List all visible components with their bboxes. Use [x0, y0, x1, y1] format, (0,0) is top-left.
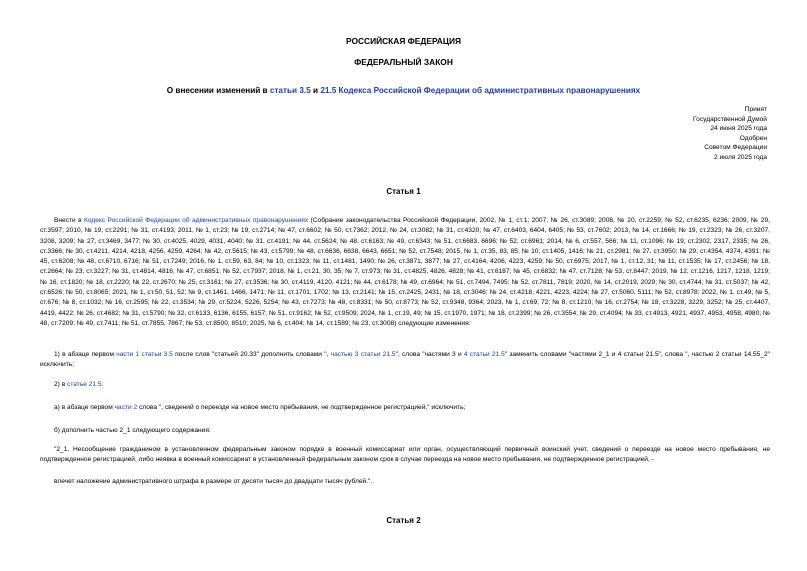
article-2-heading: Статья 2: [386, 516, 421, 525]
item-1-text-3: ", слова "частями 3 и: [395, 351, 464, 358]
item-1: [40, 350, 770, 371]
article-1-intro: [40, 216, 770, 329]
intro-prefix: Внести в: [54, 217, 84, 224]
intro-citations: (Собрание законодательства Российской Федерации, 2002, № 1, ст.1; 2007, № 26, ст.3089; 2008, № 20, ст.2259; № 52, ст.6235, 6236; 2009, № 29, ст.3597; 2010, № 19, ст.2291; № 31, ст.4193; 2011, № 1, ст.23; № 19, ст.2714; № 47, ст.6602; № 50, ст.7362; 2012, № 24, ст.3082; № 31, ст.4320; № 47, ст.6403, 6404, 6405; № 53, ст.7602; 2013, № 14, ст.1666; № 19, ст.2323; № 26, ст.3207, 3208, 3209; № 27, ст.3469, 3477; № 30, ст.4025, 4029, 4031, 4040; № 31, ст.4191; № 44, ст.5624; № 48, ст.6163; № 49, ст.6343; № 51, ст.6683, 6696; № 52, ст.6961; 2014, № 6, ст.557, 566; № 11, ст.1096; № 19, ст.2302, 2317, 2335; № 26, ст.3366; № 30, ст.4211, 4214, 4218, 4256, 4259, 4264; № 42, ст.5615; № 43, ст.5799; № 48, ст.6636, 6638, 6643, 6651; № 52, ст.7548; 2015, № 1, ст.35, 83, 85; № 10, ст.1405, 1416; № 21, ст.2981; № 27, ст.3950; № 29, ст.4354, 4374, 4391; № 45, ст.6208; № 48, ст.6710, 6716; № 51, ст.7249; 2016, № 1, ст.59, 63, 84; № 10, ст.1323; № 11, ст.1481, 1490; № 26, ст.3871, 3877; № 27, ст.4164, 4206, 4223, 4259; № 50, ст.6975; 2017, № 1, ст.12, 31; № 11, ст.1535; № 17, ст.2456; № 18, ст.2664; № 23, ст.3227; № 31, ст.4814, 4816; № 47, ст.6851; № 52, ст.7937; 2018, № 1, ст.21, 30, 35; № 7, ст.973; № 31, ст.4825, 4826, 4828; № 41, ст.6187; № 45, ст.6832; № 47, ст.7128; № 53, ст.8447; 2019, № 12, ст.1216, 1217, 1218, 1219; № 16, ст.1820; № 18, ст.2220; № 22, ст.2670; № 25, ст.3161; № 27, ст.3536; № 30, ст.4119, 4120, 4121; № 44, ст.6178; № 49, ст.6964; № 51, ст.7494, 7495; № 52, ст.7811, 7819; 2020, № 14, ст.2019, 2029; № 30, ст.4744; № 31, ст.5037; № 42, ст.6526; № 50, ст.8065; 2021, № 1, ст.50, 51, 52; № 9, ст.1461, 1466, 1471; № 11, ст.1701, 1702; № 13, ст.2141; № 15, ст.2425, 2431; № 18, ст.3046; № 24, ст.4218, 4221, 4223, 4224; № 27, ст.5060, 5111; № 52, ст.8978; 2022, № 1, ст.49; № 5, ст.676; № 8, ст.1032; № 16, ст.2595; № 22, ст.3534; № 29, ст.5224, 5226, 5254; № 43, ст.7273; № 48, ст.8331; № 50, ст.8773; № 52, ст.9348, 9364; 2023, № 1, ст.69, 72; № 8, ст.1210; № 16, ст.2754; № 18, ст.3228, 3229, 3252; № 25, ст.4407, 4419, 4422; № 26, ст.4682; № 31, ст.5790; № 32, ст.6133, 6136, 6155, 6157; № 51, ст.9162; № 52, ст.9509; 2024, № 1, ст.19, 49; № 15, ст.1970, 1971; № 18, ст.2399; № 26, ст.3554; № 29, ст.4094; № 33, ст.4913, 4921, 4937, 4953, 4958, 4980; № 48, ст.7209; № 49, ст.7411; № 51, ст.7855, 7867; № 53, ст.8500, 8510; 2025, № 6, ст.404; № 14, ст.1589; № 23, ст.3008) следующие изменения:: [40, 217, 770, 327]
doc-type-heading: ФЕДЕРАЛЬНЫЙ ЗАКОН: [354, 57, 453, 67]
item-2a: [40, 403, 770, 413]
approved-date: 2 июля 2025 года: [713, 153, 767, 161]
item-2a-text-2: слова ", сведений о переезде на новое место пребывания, не подтвержденное регистрацией," исключить;: [137, 404, 466, 411]
link-part-1-article-3-5[interactable]: части 1 статьи 3.5: [116, 351, 173, 358]
title-prefix: О внесении изменений в: [166, 86, 270, 95]
adoption-block: [693, 105, 767, 162]
title-link-article-21-5[interactable]: 21.5 Кодекса Российской Федерации об административных правонарушениях: [320, 86, 641, 95]
link-article-21-5[interactable]: статье 21.5: [67, 381, 102, 388]
item-1-text-2: после слов "статьей 20.33" дополнить словами ",: [172, 351, 331, 358]
title-link-article-3-5[interactable]: статьи 3.5: [269, 86, 311, 95]
document-title: [0, 86, 807, 95]
link-part-3-article-21-5[interactable]: частью 3 статьи 21.5: [330, 351, 396, 358]
item-2-text-2: :: [101, 381, 104, 388]
item-1-text-4: " заменить словами "частями 2_1 и 4 статьи 21.5", слова ", частью 2 статьи 14.55_2" исключить;: [40, 351, 770, 369]
adopted-date: 24 июня 2025 года: [710, 125, 767, 132]
title-mid: и: [310, 86, 321, 95]
link-part-2-article-21-5[interactable]: части 2: [114, 404, 138, 411]
item-1-text-1: 1) в абзаце первом: [54, 351, 117, 358]
item-2-text-1: 2) в: [54, 381, 68, 388]
link-part-4-article-21-5[interactable]: 4 статьи 21.5: [463, 351, 505, 358]
link-koap-code[interactable]: Кодекс Российской Федерации об административных правонарушениях: [84, 217, 309, 224]
country-heading: РОССИЙСКАЯ ФЕДЕРАЦИЯ: [345, 36, 462, 46]
item-2: [40, 380, 770, 390]
adopted-by: Государственной Думой: [693, 115, 767, 123]
approved-label: Одобрен: [739, 134, 767, 142]
quoted-part-2-1: "2_1. Несообщение гражданином в установленном федеральным законом порядке в военный комиссариат или орган, осуществляющий первичный воинский учет, сведений о переезде на новое место пребывания, не подтвержденное регистрацией, либо неявка в военный комиссариат в установленный федеральным законом срок в случае переезда на новое место пребывания, не подтвержденное регистрацией, -: [40, 446, 770, 464]
item-2a-text-1: а) в абзаце первом: [54, 404, 115, 411]
penalty-text: влечет наложение административного штрафа в размере от десяти тысяч до двадцати тысяч рублей.".: [54, 478, 373, 485]
item-2b: б) дополнить частью 2_1 следующего содержания:: [54, 427, 211, 434]
adopted-label: Принят: [744, 106, 767, 113]
approved-by: Советом Федерации: [704, 144, 767, 151]
article-1-heading: Статья 1: [386, 187, 421, 196]
